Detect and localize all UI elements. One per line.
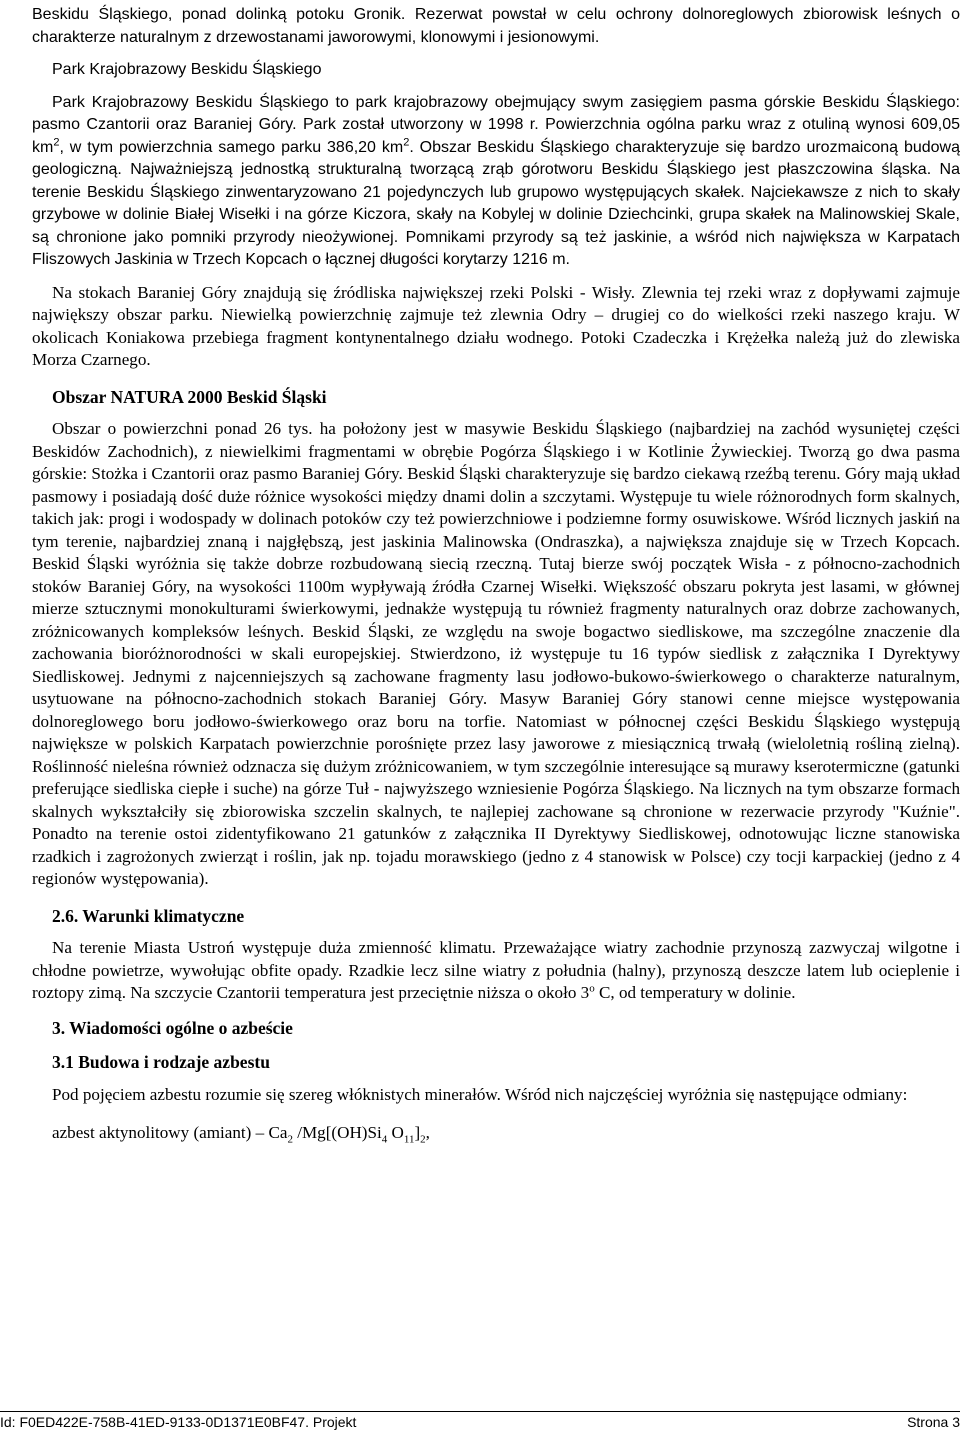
park-paragraph <box>32 92 960 272</box>
wisla-paragraph: Na stokach Baraniej Góry znajdują się źródliska największej rzeki Polski - Wisły. Zlewnia tej rzeki wraz z dopływami zajmuje największy obszar parku. Niewielką powierzchnię zajmuje też zlewnia Odry – drugiej co do wielkości rzeki naszego kraju. W okolicach Koniakowa przebiega fragment kontynentalnego działu wodnego. Potoki Czadeczka i Krężełka należą już do zlewiska Morza Czarnego. <box>32 282 960 369</box>
climate-sup: o <box>589 982 595 995</box>
park-sup-2: 2 <box>403 136 410 149</box>
section-3-heading <box>52 1017 960 1040</box>
climate-text-b: C, od temperatury w dolinie. <box>594 983 796 1002</box>
footer-rule <box>0 1411 960 1412</box>
formula-text-e: , <box>425 1123 430 1142</box>
footer-document-id: Id: F0ED422E-758B-41ED-9133-0D1371E0BF47. Projekt <box>0 1414 357 1430</box>
formula-text-c: O <box>387 1123 404 1142</box>
natura-heading: Obszar NATURA 2000 Beskid Śląski <box>52 386 327 407</box>
formula-sub-3: 11 <box>403 1133 415 1146</box>
climate-text-a: Na terenie Miasta Ustroń występuje duża zmienność klimatu. Przeważające wiatry zachodnie przynoszą zazwyczaj wilgotne i chłodne powietrze, wywołując obfite opady. Rzadkie lecz silne wiatry z południa (halny), przynoszą deszcze latem lub ocieplenie i roztopy zimą. Na szczycie Czantorii temperatura jest przeciętnie niższa o około 3 <box>32 938 960 1002</box>
formula-sub-1: 2 <box>287 1133 293 1146</box>
formula-line <box>32 1122 960 1145</box>
park-heading: Park Krajobrazowy Beskidu Śląskiego <box>52 61 322 78</box>
intro-paragraph: Beskidu Śląskiego, ponad dolinką potoku Gronik. Rezerwat powstał w celu ochrony dolnoreglowych zbiorowisk leśnych o charakterze naturalnym z drzewostanami jaworowymi, klonowymi i jesionowymi. <box>32 6 960 46</box>
park-text-c: . Obszar Beskidu Śląskiego charakteryzuje się bardzo urozmaiconą budową geologiczną. Najważniejszą jednostką strukturalną tworzącą zrąb górotworu Beskidu Śląskiego jest płaszczowina śląska. Na terenie Beskidu Śląskiego zinwentaryzowano 21 pojedynczych lub grupowo występujących skałek. Najciekawsze z nich to skały grzybowe w dolinie Białej Wisełki i na górze Kiczora, skały na Kobylej w dolinie Dziechcinki, grupa skałek na Malinowskiej Skale, są chronione jako pomniki przyrody nieożywionej. Pomnikami przyrody są też jaskinie, a wśród nich największa w Karpatach Fliszowych Jaskinia w Trzech Kopcach o łącznej długości korytarzy 1216 m. <box>32 138 960 268</box>
footer-page-number: Strona 3 <box>907 1414 960 1430</box>
formula-text-d: ] <box>414 1123 421 1142</box>
park-text-b: , w tym powierzchnia samego parku 386,20 km <box>59 138 404 156</box>
section-2-6-heading: 2.6. Warunki klimatyczne <box>52 905 245 926</box>
climate-paragraph <box>32 937 960 1005</box>
section-3-title: 3. Wiadomości ogólne o azbeście <box>52 1017 293 1038</box>
formula-text-b: /Mg[(OH)Si <box>292 1123 382 1142</box>
park-sup-1: 2 <box>53 136 60 149</box>
formula-sub-4: 2 <box>420 1133 426 1146</box>
formula-text-a: azbest aktynolitowy (amiant) – Ca <box>52 1123 288 1142</box>
park-text-a: Park Krajobrazowy Beskidu Śląskiego to park krajobrazowy obejmujący swym zasięgiem pasma górskie Beskidu Śląskiego: pasmo Czantorii oraz Baraniej Góry. Park został utworzony w 1998 r. Powierzchnia ogólna parku wraz z otuliną wynosi 609,05 km <box>32 93 960 156</box>
document-body <box>32 4 960 1145</box>
natura-paragraph: Obszar o powierzchni ponad 26 tys. ha położony jest w masywie Beskidu Śląskiego (najbardziej na zachód wysuniętej części Beskidów Zachodnich), z niewielkimi fragmentami w obrębie Pogórza Śląskiego i w Kotlinie Żywieckiej. Tworzą go dwa pasma górskie: Stożka i Czantorii oraz pasmo Baraniej Góry. Beskid Śląski charakteryzuje się bardzo ciekawą rzeźbą terenu. Góry mają układ pasmowy i posiadają dość duże różnice wysokości między dnami dolin a szczytami. Występuje tu wiele różnorodnych form skalnych, takich jak: progi i wodospady w dolinach potoków czy też powierzchniowe i podziemne formy osuwiskowe. Wśród licznych jaskiń na tym terenie, najbardziej znaną i najgłębszą, jest jaskinia Malinowska (Ondraszka), a największa znajduje się w Trzech Kopcach. Beskid Śląski wyróżnia się także dobrze rozbudowaną siecią rzeczną. Tutaj bierze swój początek Wisła - z północno-zachodnich stoków Baraniej Góry, na wysokości 1100m wypływają źródła Czarnej Wisełki. Większość obszaru pokryta jest lasami, w głównej mierze sztucznymi monokulturami świerkowymi, jednakże występują tu również fragmenty naturalnych oraz dobrze zachowanych, zróżnicowanych kompleksów leśnych. Beskid Śląski, ze względu na swoje bogactwo siedliskowe, ma szczególne znaczenie dla zachowania bioróżnorodności w skali europejskiej. Stwierdzono, iż występuje tu 16 typów siedlisk z załącznika I Dyrektywy Siedliskowej. Jednymi z najcenniejszych są zachowane fragmenty lasu jodłowo-bukowo-świerkowego o charakterze naturalnym, usytuowane na północno-zachodnich stokach Baraniej Góry. Masyw Baraniej Góry stanowi cenne miejsce występowania dolnoreglowego boru jodłowo-świerkowego oraz boru na torfie. Natomiast w północnej części Beskidu Śląskiego występują największe w polskich Karpatach powierzchnie porośnięte przez lasy jaworowe z miesiącznicą trwałą (wieloletnią rośliną zielną). Roślinność nieleśna również odznacza się dużym zróżnicowaniem, w tym szczególnie interesujące są murawy kserotermiczne (gatunki preferujące siedliska ciepłe i suche) na górze Tuł - najwyższego wzniesienie Pogórza Śląskiego. Na licznych na tym obszarze formach skalnych wykształciły się zbiorowiska szczelin skalnych, te najlepiej zachowane są chronione w rezerwacie przyrody "Kuźnie". Ponadto na terenie ostoi zidentyfikowano 21 gatunków z załącznika II Dyrektywy Siedliskowej, odnotowując liczne stanowiska rzadkich i zagrożonych zwierząt i roślin, jak np. tojadu morawskiego (jedno z 4 stanowisk w Polsce) czy tocji karpackiej (jedno z 4 regionów występowania). <box>32 419 960 888</box>
asbestos-paragraph: Pod pojęciem azbestu rozumie się szereg włóknistych minerałów. Wśród nich najczęściej wyróżnia się następujące odmiany: <box>52 1084 908 1104</box>
section-3-1-heading: 3.1 Budowa i rodzaje azbestu <box>52 1052 270 1072</box>
formula-sub-2: 4 <box>381 1133 388 1146</box>
page-footer <box>0 1411 960 1431</box>
